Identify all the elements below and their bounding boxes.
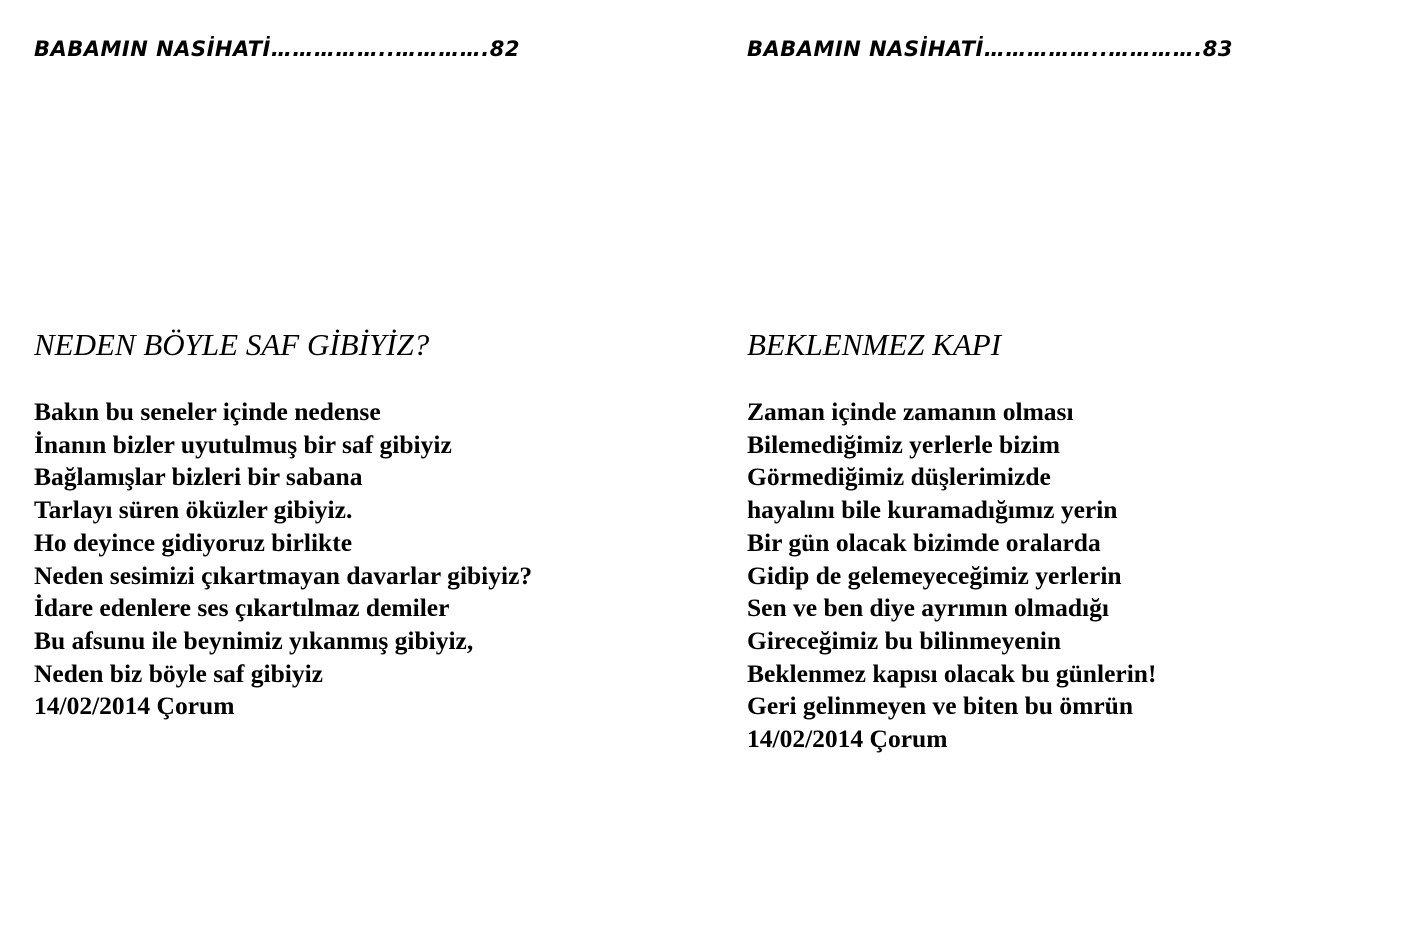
poem-line: Görmediğimiz düşlerimizde bbox=[747, 462, 1051, 492]
poem-line: Neden biz böyle saf gibiyiz bbox=[34, 658, 324, 688]
left-poem-title: NEDEN BÖYLE SAF GİBİYİZ? bbox=[34, 327, 430, 362]
poem-line: Ho deyince gidiyoruz birlikte bbox=[34, 527, 353, 557]
left-poem-body bbox=[34, 396, 532, 723]
poem-line: Sen ve ben diye ayrımın olmadığı bbox=[747, 593, 1109, 623]
poem-line: Gidip de gelemeyeceğimiz yerlerin bbox=[747, 560, 1122, 590]
poem-line: Tarlayı süren öküzler gibiyiz. bbox=[34, 495, 353, 525]
poem-line: Zaman içinde zamanın olması bbox=[747, 397, 1074, 426]
right-poem-title: BEKLENMEZ KAPI bbox=[747, 327, 1002, 362]
poem-line: Bu afsunu ile beynimiz yıkanmış gibiyiz, bbox=[34, 625, 474, 655]
left-running-header: BABAMIN NASİHATİ……………..………….82 bbox=[34, 37, 520, 61]
poem-line: Bilemediğimiz yerlerle bizim bbox=[747, 429, 1060, 459]
poem-line: Bir gün olacak bizimde oralarda bbox=[747, 527, 1101, 557]
poem-line: İnanın bizler uyutulmuş bir saf gibiyiz bbox=[34, 429, 452, 459]
right-page bbox=[747, 0, 1401, 952]
poem-line: Bağlamışlar bizleri bir sabana bbox=[34, 462, 363, 492]
left-page bbox=[34, 0, 714, 952]
poem-line: Neden sesimizi çıkartmayan davarlar gibiyiz? bbox=[34, 560, 533, 590]
right-running-header: BABAMIN NASİHATİ……………..………….83 bbox=[747, 37, 1233, 61]
poem-line: İdare edenlere ses çıkartılmaz demiler bbox=[34, 593, 450, 623]
right-poem-body bbox=[747, 396, 1156, 756]
poem-line: Bakın bu seneler içinde nedense bbox=[34, 397, 381, 426]
poem-date-place: 14/02/2014 Çorum bbox=[34, 691, 235, 721]
poem-line: hayalını bile kuramadığımız yerin bbox=[747, 495, 1118, 525]
poem-line: Geri gelinmeyen ve biten bu ömrün bbox=[747, 691, 1134, 721]
poem-line: Gireceğimiz bu bilinmeyenin bbox=[747, 625, 1062, 655]
poem-line: Beklenmez kapısı olacak bu günlerin! bbox=[747, 658, 1157, 688]
poem-date-place: 14/02/2014 Çorum bbox=[747, 724, 948, 754]
